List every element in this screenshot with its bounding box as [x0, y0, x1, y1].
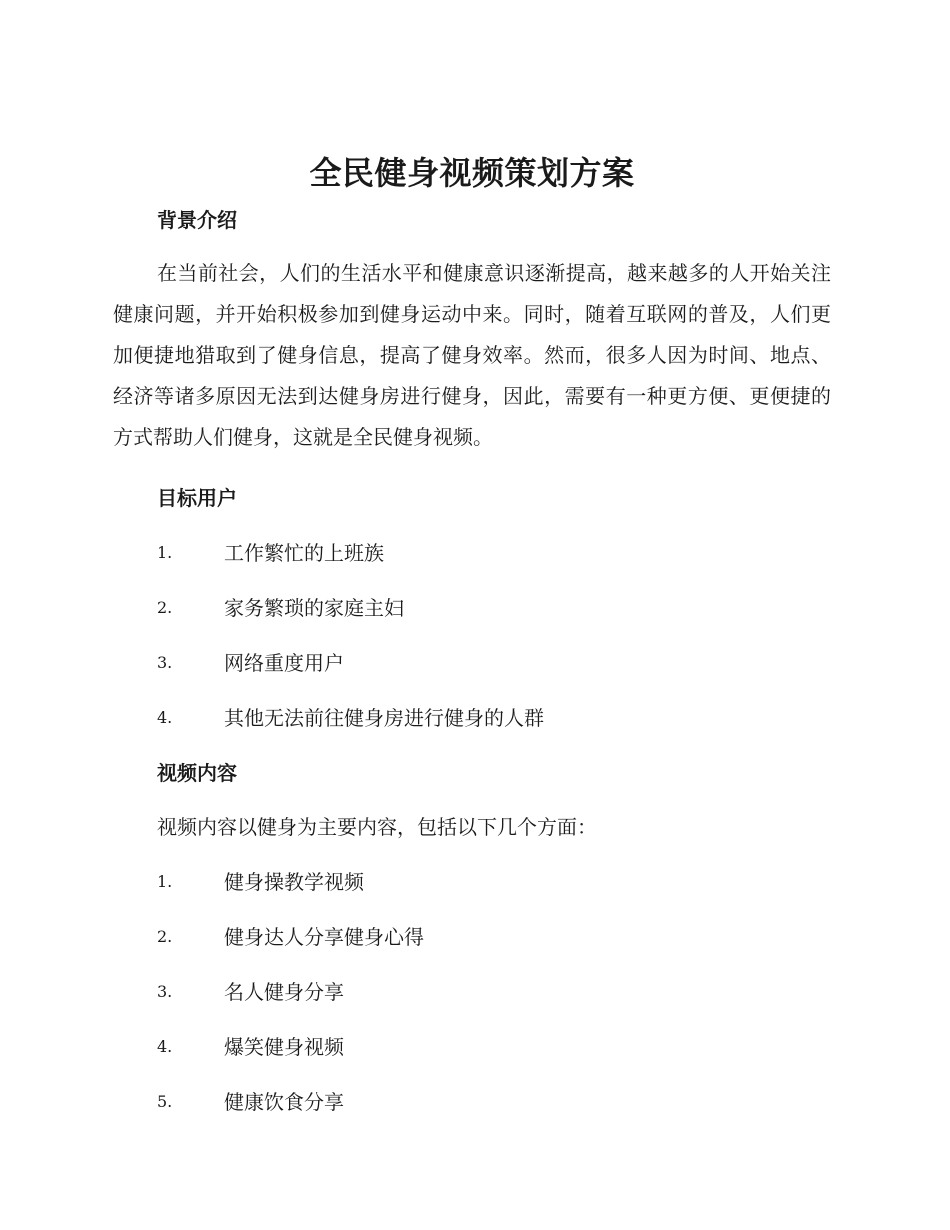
list-item-number: 1.: [157, 872, 173, 891]
list-item-text: 工作繁忙的上班族: [224, 541, 384, 565]
document-title: 全民健身视频策划方案: [309, 154, 635, 192]
list-item: [157, 703, 544, 758]
heading-background: 背景介绍: [157, 208, 237, 232]
list-item-text: 其他无法前往健身房进行健身的人群: [224, 706, 544, 730]
list-item-number: 2.: [157, 927, 173, 946]
list-item: [157, 867, 424, 922]
list-item-number: 3.: [157, 653, 173, 672]
list-item: [157, 1032, 424, 1087]
list-item: [157, 593, 544, 648]
heading-video-content: 视频内容: [157, 761, 237, 785]
list-video-content: [157, 867, 424, 1142]
list-target-users: [157, 538, 544, 758]
heading-target-users: 目标用户: [157, 486, 237, 510]
list-item-number: 5.: [157, 1092, 173, 1111]
list-item-text: 名人健身分享: [224, 980, 344, 1004]
list-item-number: 3.: [157, 982, 173, 1001]
list-item-number: 4.: [157, 1037, 173, 1056]
list-item-number: 4.: [157, 708, 173, 727]
video-content-intro: 视频内容以健身为主要内容，包括以下几个方面：: [157, 815, 597, 839]
document-page: [113, 0, 831, 1230]
list-item-number: 2.: [157, 598, 173, 617]
list-item-text: 健身操教学视频: [224, 870, 364, 894]
list-item: [157, 922, 424, 977]
list-item-text: 健康饮食分享: [224, 1090, 344, 1114]
paragraph-background: 在当前社会，人们的生活水平和健康意识逐渐提高，越来越多的人开始关注健康问题，并开始积极参加到健身运动中来。同时，随着互联网的普及，人们更加便捷地猎取到了健身信息，提高了健身效率。然而，很多人因为时间、地点、经济等诸多原因无法到达健身房进行健身，因此，需要有一种更方便、更便捷的方式帮助人们健身，这就是全民健身视频。: [113, 261, 831, 449]
list-item: [157, 538, 544, 593]
list-item-text: 网络重度用户: [224, 651, 344, 675]
list-item-text: 爆笑健身视频: [224, 1035, 344, 1059]
list-item-text: 家务繁琐的家庭主妇: [224, 596, 404, 620]
list-item: [157, 648, 544, 703]
list-item: [157, 977, 424, 1032]
list-item-text: 健身达人分享健身心得: [224, 925, 424, 949]
list-item-number: 1.: [157, 543, 173, 562]
list-item: [157, 1087, 424, 1142]
